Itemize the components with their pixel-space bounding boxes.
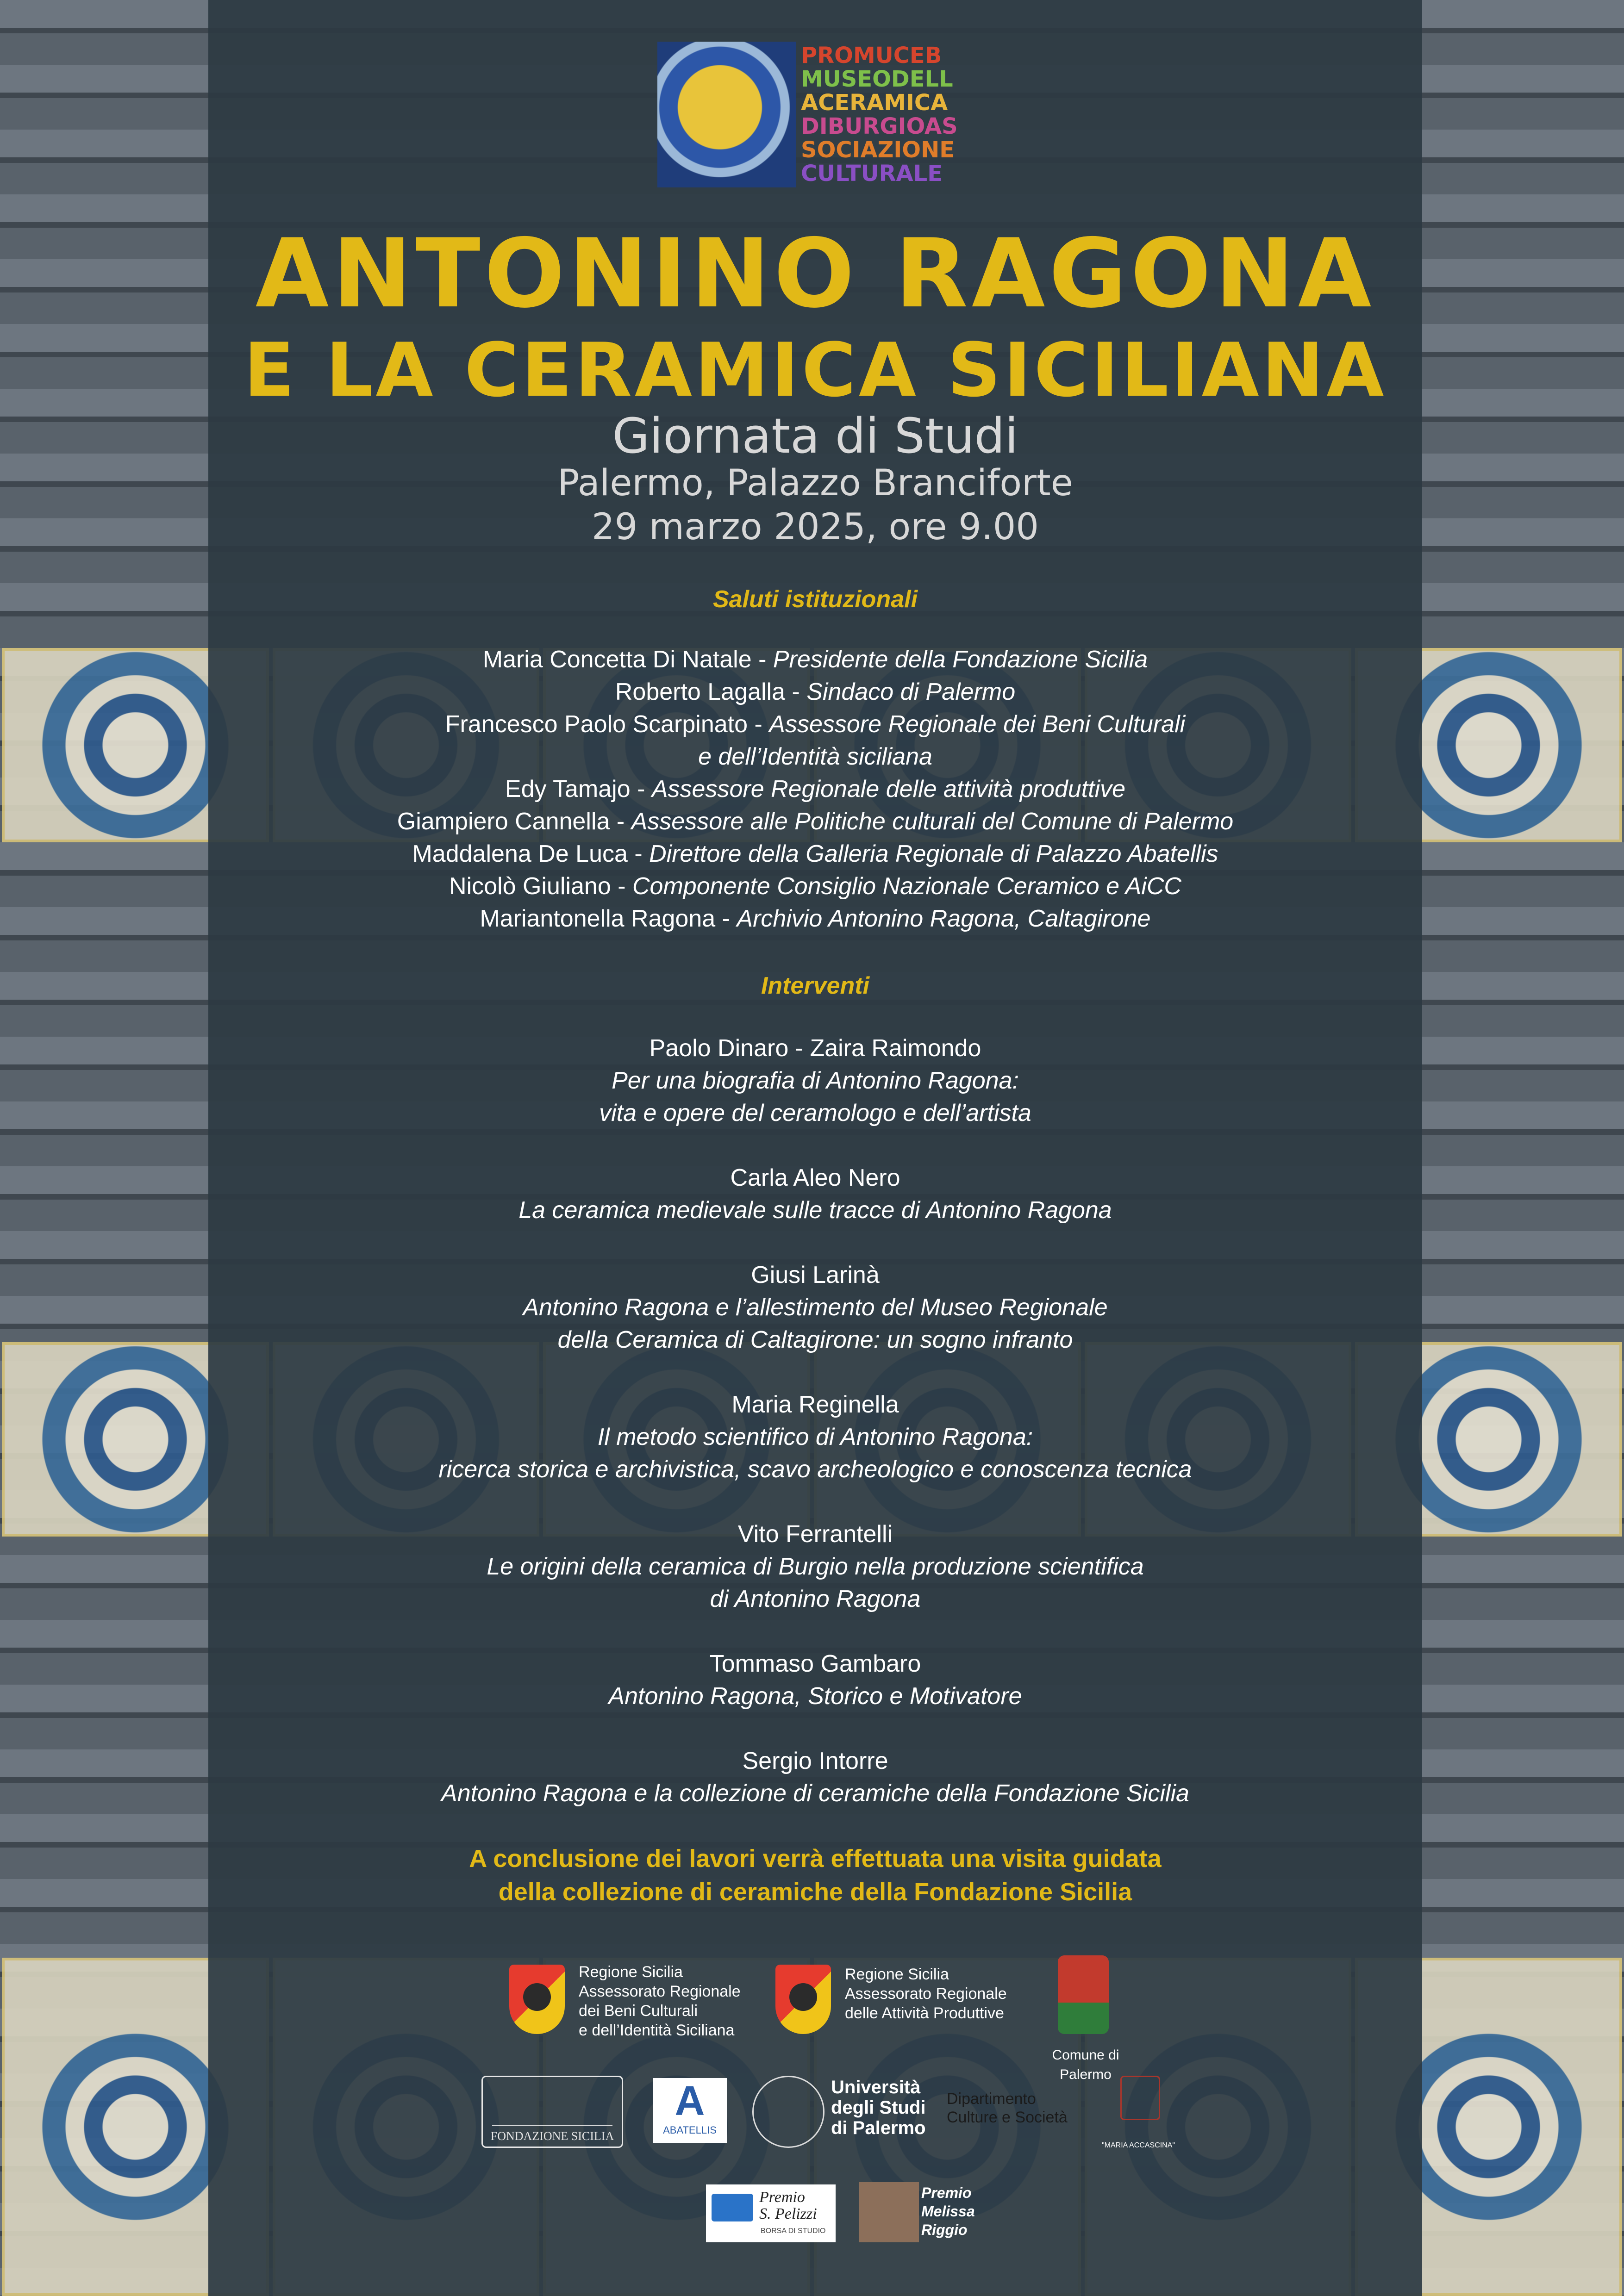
conclusion-line: A conclusione dei lavori verrà effettuata una visita guidata bbox=[469, 1845, 1162, 1873]
interventi-section bbox=[208, 972, 1422, 1810]
saluti-item: Edy Tamajo - Assessore Regionale delle attività produttive bbox=[505, 776, 1126, 803]
logo-text: MUSEODELL bbox=[801, 66, 953, 92]
saluti-item: Francesco Paolo Scarpinato - Assessore Regionale dei Beni Culturali bbox=[445, 711, 1186, 738]
regione-beni-culturali-label: Regione Sicilia Assessorato Regionale dei Beni Culturali e dell’Identità Siciliana bbox=[579, 1963, 741, 2039]
abatellis-logo: A ABATELLIS bbox=[653, 2078, 727, 2143]
unipa-label: Università degli Studi di Palermo bbox=[831, 2077, 926, 2138]
intervento: Carla Aleo Nero La ceramica medievale sulle tracce di Antonino Ragona bbox=[518, 1164, 1112, 1224]
intervento: Sergio Intorre Antonino Ragona e la collezione di ceramiche della Fondazione Sicilia bbox=[441, 1748, 1189, 1807]
intervento: Maria Reginella Il metodo scientifico di Antonino Ragona: ricerca storica e archivistica, scavo archeologico e conoscenza tecnica bbox=[438, 1391, 1192, 1483]
trinacria-emblem-icon bbox=[509, 1965, 565, 2034]
title-line2: E LA CERAMICA SICILIANA bbox=[244, 327, 1387, 413]
premio-riggio-label: Premio Melissa Riggio bbox=[921, 2184, 975, 2238]
logo-text: SOCIAZIONE bbox=[801, 137, 955, 163]
regione-attivita-produttive-label: Regione Sicilia Assessorato Regionale delle Attività Produttive bbox=[845, 1966, 1007, 2022]
intervento: Giusi Larinà Antonino Ragona e l’allestimento del Museo Regionale della Ceramica di Caltagirone: un sogno infranto bbox=[523, 1262, 1108, 1353]
unipa-seal-icon bbox=[752, 2076, 824, 2148]
logo-text: ACERAMICA bbox=[801, 90, 948, 116]
place: Palermo, Palazzo Branciforte bbox=[557, 462, 1073, 504]
interventi-heading: Interventi bbox=[761, 972, 870, 999]
saluti-heading: Saluti istituzionali bbox=[712, 586, 918, 613]
logo-text: DIBURGIOAS bbox=[801, 113, 958, 139]
date: 29 marzo 2025, ore 9.00 bbox=[592, 506, 1039, 548]
riggio-photo bbox=[859, 2182, 919, 2242]
graduation-cap-icon bbox=[712, 2194, 753, 2221]
palazzo-icon bbox=[492, 2081, 612, 2126]
premio-pelizzi-logo: Premio S. Pelizzi BORSA DI STUDIO bbox=[706, 2184, 836, 2242]
letter-a-icon: A bbox=[675, 2078, 705, 2124]
saluti-item: Maddalena De Luca - Direttore della Galleria Regionale di Palazzo Abatellis bbox=[412, 840, 1218, 867]
accascina-label: "MARIA ACCASCINA" bbox=[1102, 2141, 1175, 2149]
intervento: Tommaso Gambaro Antonino Ragona, Storico e Motivatore bbox=[608, 1650, 1022, 1710]
fondazione-sicilia-logo: FONDAZIONE SICILIA bbox=[481, 2076, 623, 2148]
subtitle: Giornata di Studi bbox=[612, 408, 1018, 464]
intervento: Vito Ferrantelli Le origini della ceramica di Burgio nella produzione scientifica di Antonino Ragona bbox=[487, 1521, 1144, 1612]
ceramic-face-icon bbox=[657, 42, 796, 187]
dipartimento-label: Dipartimento Culture e Società bbox=[947, 2090, 1068, 2126]
accascina-icon bbox=[1120, 2076, 1160, 2120]
title-line1: ANTONINO RAGONA bbox=[255, 219, 1375, 329]
logo-text: PROMUCEB bbox=[801, 43, 942, 68]
saluti-item: Roberto Lagalla - Sindaco di Palermo bbox=[615, 678, 1016, 705]
saluti-section bbox=[208, 585, 1422, 935]
museum-logo bbox=[657, 42, 981, 187]
saluti-item-cont: e dell’Identità siciliana bbox=[698, 743, 932, 770]
logo-text: CULTURALE bbox=[801, 161, 943, 187]
saluti-item: Mariantonella Ragona - Archivio Antonino Ragona, Caltagirone bbox=[480, 905, 1151, 932]
conclusion-line: della collezione di ceramiche della Fondazione Sicilia bbox=[498, 1878, 1132, 1906]
intervento: Paolo Dinaro - Zaira Raimondo Per una biografia di Antonino Ragona: vita e opere del ceramologo e dell’artista bbox=[599, 1035, 1031, 1126]
saluti-item: Maria Concetta Di Natale - Presidente della Fondazione Sicilia bbox=[482, 646, 1148, 673]
saluti-item: Nicolò Giuliano - Componente Consiglio Nazionale Ceramico e AiCC bbox=[449, 873, 1181, 900]
saluti-item: Giampiero Cannella - Assessore alle Politiche culturali del Comune di Palermo bbox=[397, 808, 1234, 835]
trinacria-emblem-icon bbox=[775, 1965, 831, 2034]
conclusion bbox=[208, 1842, 1422, 1909]
palermo-crest-icon bbox=[1058, 1955, 1109, 2034]
comune-label: Comune di Palermo bbox=[1052, 2047, 1119, 2082]
